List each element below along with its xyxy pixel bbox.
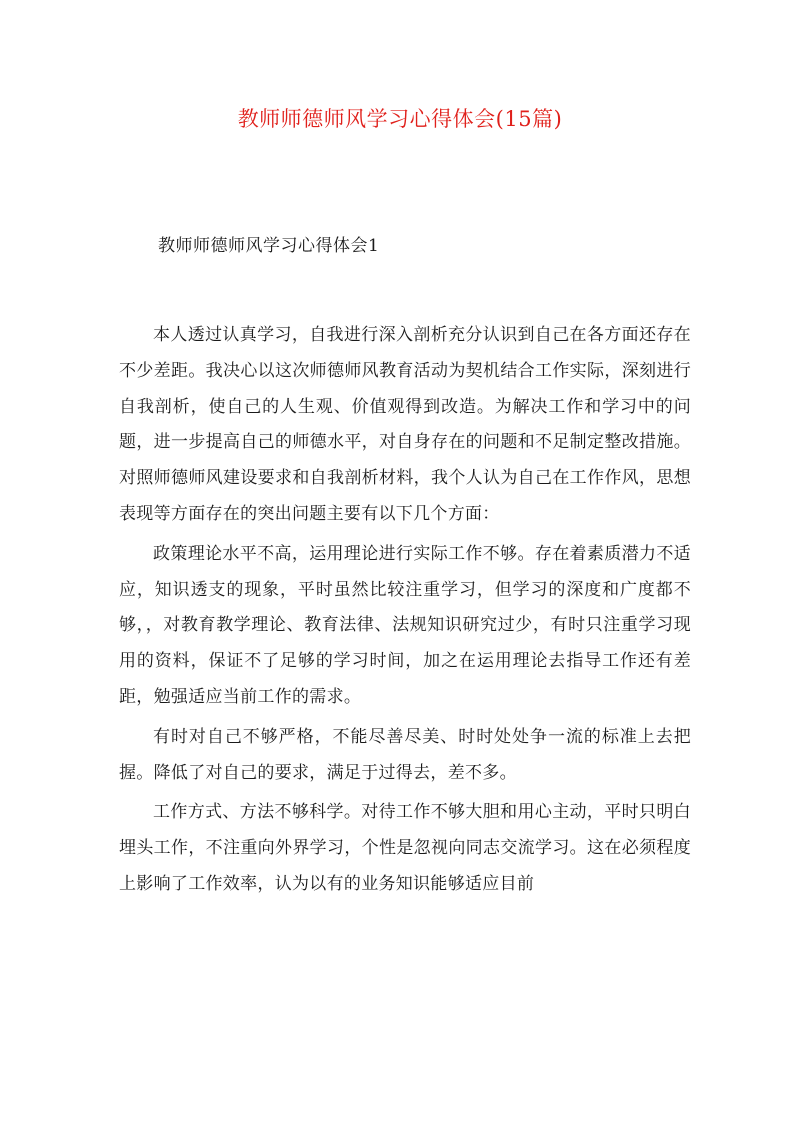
document-body xyxy=(119,318,691,907)
document-title: 教师师德师风学习心得体会(15篇) xyxy=(237,107,563,131)
paragraph: 政策理论水平不高，运用理论进行实际工作不够。存在着素质潜力不适应，知识透支的现象，平时虽然比较注重学习，但学习的深度和广度都不够，，对教育教学理论、教育法律、法规知识研究过少，有时只注重学习现用的资料，保证不了足够的学习时间，加之在运用理论去指导工作还有差距，勉强适应当前工作的需求。 xyxy=(119,543,691,707)
paragraph: 有时对自己不够严格，不能尽善尽美、时时处处争一流的标准上去把握。降低了对自己的要求，满足于过得去，差不多。 xyxy=(119,726,691,783)
paragraph: 本人透过认真学习，自我进行深入剖析充分认识到自己在各方面还存在不少差距。我决心以这次师德师风教育活动为契机结合工作实际，深刻进行自我剖析，使自己的人生观、价值观得到改造。为解决工作和学习中的问题，进一步提高自己的师德水平，对自身存在的问题和不足制定整改措施。对照师德师风建设要求和自我剖析材料，我个人认为自己在工作作风，思想表现等方面存在的突出问题主要有以下几个方面： xyxy=(119,325,691,524)
section-heading: 教师师德师风学习心得体会1 xyxy=(158,236,380,256)
paragraph: 工作方式、方法不够科学。对待工作不够大胆和用心主动，平时只明白埋头工作，不注重向外界学习，个性是忽视向同志交流学习。这在必须程度上影响了工作效率，认为以有的业务知识能够适应目前 xyxy=(119,802,691,894)
